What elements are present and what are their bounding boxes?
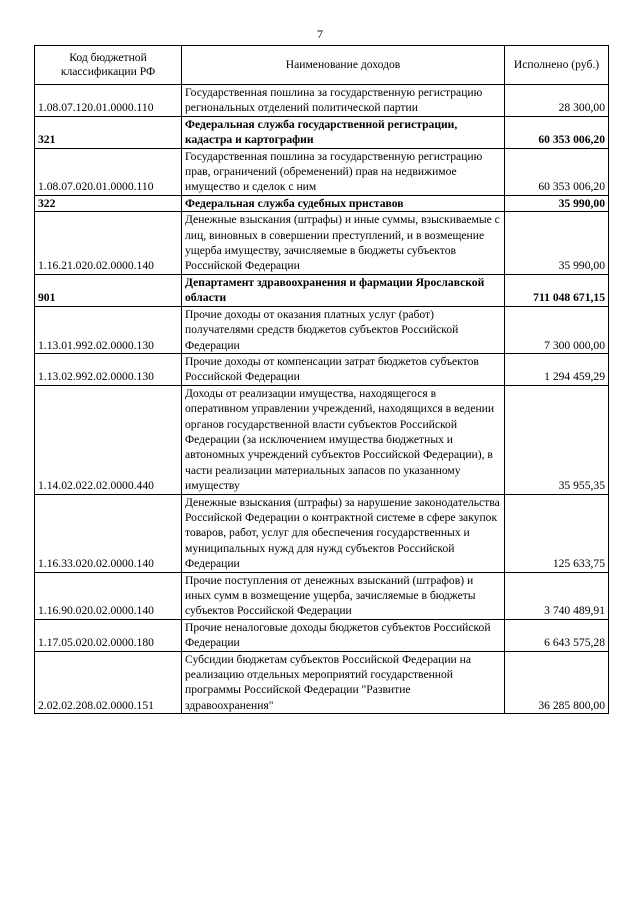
row-name: Прочие поступления от денежных взысканий (штрафов) и иных сумм в возмещение ущерба, зачисляемые в бюджеты субъектов Российской Федерации xyxy=(182,572,505,619)
table-header-row xyxy=(35,46,609,85)
row-name: Субсидии бюджетам субъектов Российской Федерации на реализацию отдельных мероприятий государственной программы Российской Федерации "Развитие здравоохранения" xyxy=(182,651,505,714)
row-amount: 28 300,00 xyxy=(505,85,609,117)
table-row xyxy=(35,651,609,714)
row-name: Федеральная служба государственной регистрации, кадастра и картографии xyxy=(182,116,505,148)
row-amount: 60 353 006,20 xyxy=(505,116,609,148)
row-amount: 35 955,35 xyxy=(505,385,609,494)
row-name: Прочие неналоговые доходы бюджетов субъектов Российской Федерации xyxy=(182,619,505,651)
row-name: Государственная пошлина за государственную регистрацию региональных отделений политической партии xyxy=(182,85,505,117)
table-row xyxy=(35,494,609,572)
table-row xyxy=(35,306,609,353)
table-row xyxy=(35,619,609,651)
row-amount: 60 353 006,20 xyxy=(505,148,609,195)
row-code: 2.02.02.208.02.0000.151 xyxy=(35,651,182,714)
table-row xyxy=(35,274,609,306)
table-row xyxy=(35,385,609,494)
row-code: 1.13.01.992.02.0000.130 xyxy=(35,306,182,353)
header-code: Код бюджетной классификации РФ xyxy=(35,46,182,85)
table-row xyxy=(35,572,609,619)
row-name: Денежные взыскания (штрафы) и иные суммы, взыскиваемые с лиц, виновных в совершении преступлений, и в возмещение ущерба имуществу, зачисляемые в бюджеты субъектов Российской Федерации xyxy=(182,212,505,275)
row-name: Департамент здравоохранения и фармации Ярославской области xyxy=(182,274,505,306)
table-row xyxy=(35,85,609,117)
row-code: 1.17.05.020.02.0000.180 xyxy=(35,619,182,651)
row-code: 1.16.21.020.02.0000.140 xyxy=(35,212,182,275)
page-number: 7 xyxy=(317,27,323,41)
row-code: 1.14.02.022.02.0000.440 xyxy=(35,385,182,494)
row-name: Доходы от реализации имущества, находящегося в оперативном управлении учреждений, находящихся в ведении органов государственной власти субъектов Российской Федерации (за исключением имущества бюджетных и автономных учреждений субъектов Российской Федерации), в части реализации материальных запасов по указанному имуществу xyxy=(182,385,505,494)
row-code: 1.13.02.992.02.0000.130 xyxy=(35,353,182,385)
row-code: 1.08.07.120.01.0000.110 xyxy=(35,85,182,117)
table-row xyxy=(35,195,609,211)
row-code: 901 xyxy=(35,274,182,306)
row-name: Прочие доходы от компенсации затрат бюджетов субъектов Российской Федерации xyxy=(182,353,505,385)
row-amount: 6 643 575,28 xyxy=(505,619,609,651)
row-amount: 1 294 459,29 xyxy=(505,353,609,385)
row-name: Прочие доходы от оказания платных услуг (работ) получателями средств бюджетов субъектов Российской Федерации xyxy=(182,306,505,353)
row-name: Государственная пошлина за государственную регистрацию прав, ограничений (обременений) прав на недвижимое имущество и сделок с ним xyxy=(182,148,505,195)
row-amount: 125 633,75 xyxy=(505,494,609,572)
table-row xyxy=(35,116,609,148)
revenue-table xyxy=(34,45,609,714)
row-amount: 35 990,00 xyxy=(505,195,609,211)
table-row xyxy=(35,212,609,275)
row-amount: 3 740 489,91 xyxy=(505,572,609,619)
row-name: Денежные взыскания (штрафы) за нарушение законодательства Российской Федерации о контрактной системе в сфере закупок товаров, работ, услуг для обеспечения государственных и муниципальных нужд для нужд субъектов Российской Федерации xyxy=(182,494,505,572)
row-amount: 7 300 000,00 xyxy=(505,306,609,353)
row-amount: 711 048 671,15 xyxy=(505,274,609,306)
row-code: 1.08.07.020.01.0000.110 xyxy=(35,148,182,195)
row-code: 321 xyxy=(35,116,182,148)
row-amount: 36 285 800,00 xyxy=(505,651,609,714)
row-code: 322 xyxy=(35,195,182,211)
row-code: 1.16.90.020.02.0000.140 xyxy=(35,572,182,619)
table-row xyxy=(35,353,609,385)
table-row xyxy=(35,148,609,195)
row-amount: 35 990,00 xyxy=(505,212,609,275)
row-name: Федеральная служба судебных приставов xyxy=(182,195,505,211)
row-code: 1.16.33.020.02.0000.140 xyxy=(35,494,182,572)
header-name: Наименование доходов xyxy=(182,46,505,85)
header-amount: Исполнено (руб.) xyxy=(505,46,609,85)
